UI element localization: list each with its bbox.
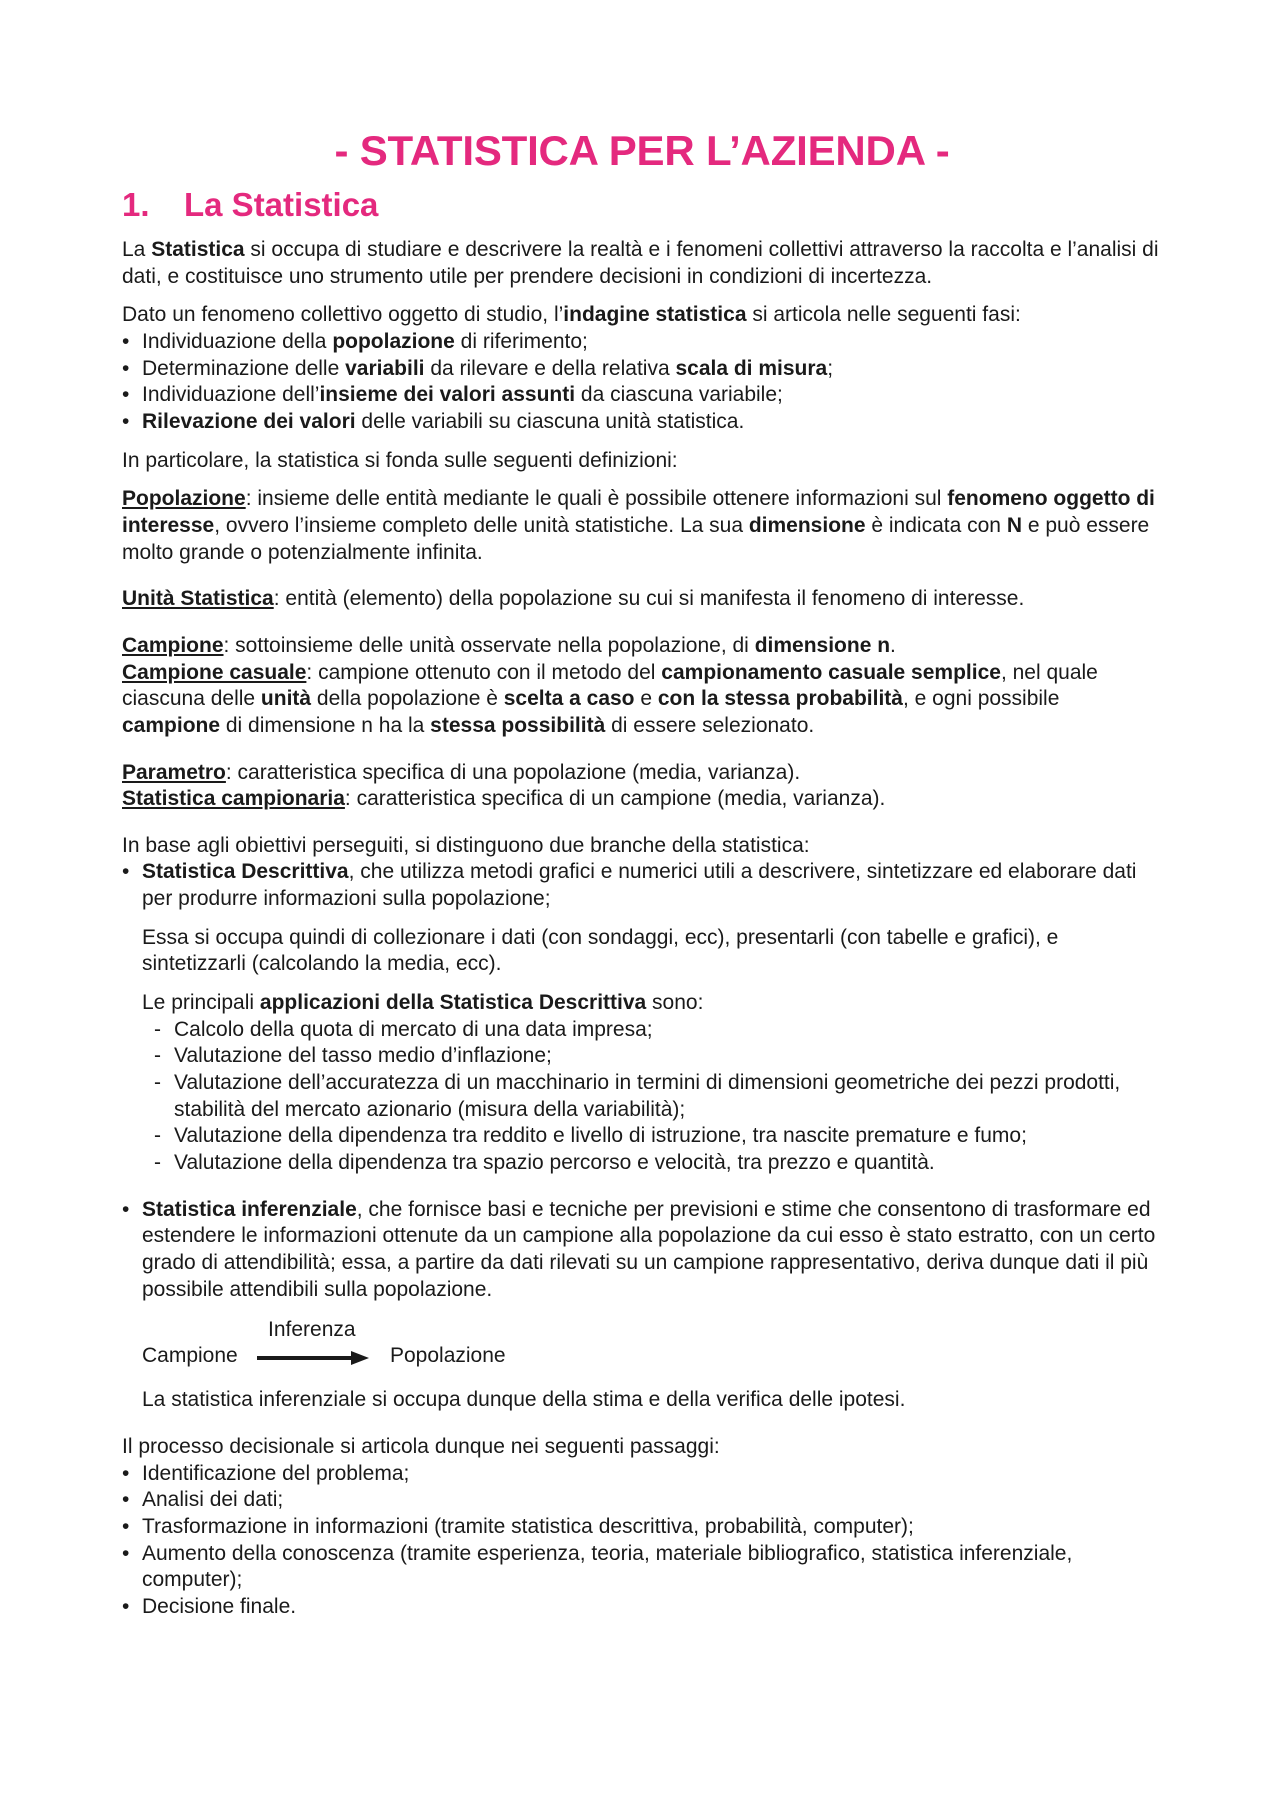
indagine-paragraph: Dato un fenomeno collettivo oggetto di studio, l’indagine statistica si articola nelle seguenti fasi: [122, 303, 1021, 327]
list-item: • Decisione finale. [122, 1594, 1162, 1621]
list-item: - Valutazione della dipendenza tra spazio percorso e velocità, tra prezzo e quantità. [154, 1150, 1162, 1177]
list-item: - Calcolo della quota di mercato di una data impresa; [154, 1017, 1162, 1044]
popolazione-label: Popolazione [390, 1344, 506, 1368]
branche-list [122, 859, 1162, 1303]
fasi-list [122, 329, 1162, 436]
inferenziale-closing: La statistica inferenziale si occupa dunque della stima e della verifica delle ipotesi. [142, 1388, 906, 1412]
definition-statistica-campionaria: Statistica campionaria: caratteristica specifica di un campione (media, varianza). [122, 787, 886, 811]
branche-intro: In base agli obiettivi perseguiti, si distinguono due branche della statistica: [122, 833, 810, 857]
passaggi-list [122, 1461, 1162, 1621]
list-item: • Trasformazione in informazioni (tramite statistica descrittiva, probabilità, computer); [122, 1514, 1162, 1541]
list-item-inferenziale: • Statistica inferenziale, che fornisce basi e tecniche per previsioni e stime che consentono di trasformare ed estendere le informazioni ottenute da un campione alla popolazione da cui esso è stato estratto, con un certo grado di attendibilità; essa, a partire da dati rilevati su un campione rappresentativo, deriva dunque dati il più possibile attendibili sulla popolazione. [122, 1197, 1162, 1304]
processo-intro: Il processo decisionale si articola dunque nei seguenti passaggi: [122, 1434, 720, 1458]
inference-diagram [142, 1317, 1162, 1375]
page-title: - STATISTICA PER L’AZIENDA - [334, 127, 950, 174]
definition-parametro: Parametro: caratteristica specifica di una popolazione (media, varianza). [122, 760, 801, 784]
list-item: • Rilevazione dei valori delle variabili su ciascuna unità statistica. [122, 409, 1162, 436]
list-item: • Individuazione della popolazione di riferimento; [122, 329, 1162, 356]
definizioni-intro: In particolare, la statistica si fonda sulle seguenti definizioni: [122, 448, 678, 472]
list-item: • Analisi dei dati; [122, 1487, 1162, 1514]
definition-unita-statistica: Unità Statistica: entità (elemento) della popolazione su cui si manifesta il fenomeno di interesse. [122, 587, 1025, 611]
section-number: 1. [122, 186, 150, 223]
list-item: • Identificazione del problema; [122, 1461, 1162, 1488]
list-item: • Determinazione delle variabili da rilevare e della relativa scala di misura; [122, 356, 1162, 383]
applicazioni-list [142, 1017, 1162, 1177]
list-item: - Valutazione dell’accuratezza di un macchinario in termini di dimensioni geometriche dei pezzi prodotti, stabilità del mercato azionario (misura della variabilità); [154, 1070, 1162, 1123]
descrittiva-detail: Essa si occupa quindi di collezionare i dati (con sondaggi, ecc), presentarli (con tabelle e grafici), e sintetizzarli (calcolando la media, ecc). [142, 925, 1059, 976]
definition-popolazione: Popolazione: insieme delle entità mediante le quali è possibile ottenere informazioni sul fenomeno oggetto di interesse, ovvero l’insieme completo delle unità statistiche. La sua dimensione è indicata con N e può essere molto grande o potenzialmente infinita. [122, 487, 1155, 564]
inferenza-label: Inferenza [268, 1318, 356, 1342]
list-item: - Valutazione della dipendenza tra reddito e livello di istruzione, tra nascite premature e fumo; [154, 1123, 1162, 1150]
definition-campione-casuale: Campione casuale: campione ottenuto con il metodo del campionamento casuale semplice, nel quale ciascuna delle unità della popolazione è scelta a caso e con la stessa probabilità, e ogni possibile campione di dimensione n ha la stessa possibilità di essere selezionato. [122, 660, 1098, 737]
section-title: La Statistica [184, 186, 379, 223]
campione-label: Campione [142, 1344, 238, 1368]
definition-campione: Campione: sottoinsieme delle unità osservate nella popolazione, di dimensione n. [122, 633, 896, 657]
list-item: • Individuazione dell’insieme dei valori assunti da ciascuna variabile; [122, 382, 1162, 409]
list-item: - Valutazione del tasso medio d’inflazione; [154, 1043, 1162, 1070]
list-item: • Aumento della conoscenza (tramite esperienza, teoria, materiale bibliografico, statistica inferenziale, computer); [122, 1541, 1162, 1594]
section-heading [122, 188, 1162, 221]
list-item-descrittiva: • Statistica Descrittiva, che utilizza metodi grafici e numerici utili a descrivere, sintetizzare ed elaborare dati per produrre informazioni sulla popolazione; Essa si occupa quindi di collezionare i dati (con sondaggi, ecc), presentarli (con tabelle e grafici), e sintetizzarli (calcolando la media, ecc). Le principali applicazioni della Statistica Descrittiva sono: - Calcolo della quota di mercato di una data impresa; - Valutazione del tasso medio d’inflazione; - Valutazione dell’accuratezza di un macchinario in termini di dimensioni geometriche dei pezzi prodotti, stabilità del mercato azionario (misura della variabilità); - Valutazione della dipendenza tra reddito e livello di istruzione, tra nascite premature e fumo; - Valutazione della dipendenza tra spazio percorso e velocità, tra prezzo e quantità. [122, 859, 1162, 1176]
intro-paragraph: La Statistica si occupa di studiare e descrivere la realtà e i fenomeni collettivi attraverso la raccolta e l’analisi di dati, e costituisce uno strumento utile per prendere decisioni in condizioni di incertezza. [122, 238, 1159, 288]
arrow-right-icon [257, 1351, 369, 1365]
applicazioni-intro: Le principali applicazioni della Statistica Descrittiva sono: [142, 991, 704, 1015]
